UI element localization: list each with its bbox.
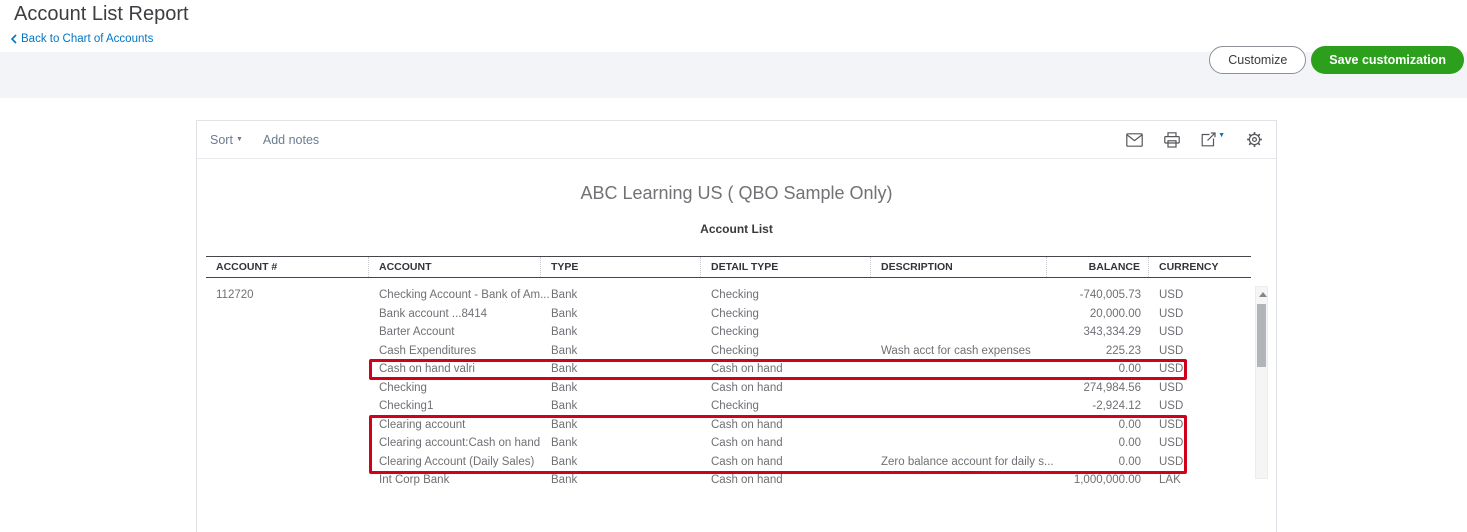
- table-row[interactable]: [206, 360, 1251, 379]
- table-cell: 274,984.56: [1083, 381, 1141, 394]
- add-notes-label: Add notes: [262, 132, 320, 147]
- table-body: [206, 286, 1251, 487]
- table-cell: USD: [1159, 381, 1184, 394]
- table-cell: Wash acct for cash expenses: [881, 344, 1031, 357]
- table-cell: Checking: [711, 307, 759, 320]
- table-cell: Bank: [551, 455, 578, 468]
- chevron-down-icon: ▼: [235, 136, 243, 143]
- toolbar-icons: [1126, 131, 1263, 148]
- save-customization-button[interactable]: [1311, 46, 1464, 74]
- table-cell: USD: [1159, 289, 1184, 302]
- table-cell: Cash on hand: [711, 381, 783, 394]
- settings-gear-icon[interactable]: [1246, 131, 1263, 148]
- export-icon[interactable]: [1201, 132, 1225, 147]
- toolbar-left-links: [210, 133, 319, 147]
- table-cell: LAK: [1159, 474, 1181, 487]
- table-cell: Bank: [551, 363, 578, 376]
- table-row[interactable]: [206, 305, 1251, 324]
- column-header: DESCRIPTION: [871, 257, 1047, 277]
- table-cell: Bank: [551, 474, 578, 487]
- table-cell: -740,005.73: [1079, 289, 1141, 302]
- column-header: BALANCE: [1047, 257, 1149, 277]
- table-cell: Cash on hand valri: [379, 363, 475, 376]
- back-link-label: Back to Chart of Accounts: [21, 33, 154, 45]
- table-cell: USD: [1159, 326, 1184, 339]
- table-row[interactable]: [206, 416, 1251, 435]
- table-row[interactable]: [206, 379, 1251, 398]
- sort-label: Sort: [210, 132, 233, 147]
- table-cell: Checking1: [379, 400, 434, 413]
- table-cell: Bank: [551, 381, 578, 394]
- table-row[interactable]: [206, 286, 1251, 305]
- column-header: TYPE: [541, 257, 701, 277]
- table-cell: Checking Account - Bank of Am...: [379, 289, 550, 302]
- email-icon[interactable]: [1126, 133, 1143, 147]
- column-header: CURRENCY: [1159, 261, 1219, 273]
- column-header: ACCOUNT: [369, 257, 541, 277]
- customize-button-label: Customize: [1228, 53, 1288, 67]
- table-cell: Bank account ...8414: [379, 307, 488, 320]
- table-cell: 0.00: [1118, 455, 1141, 468]
- table-cell: 225.23: [1105, 344, 1141, 357]
- table-cell: USD: [1159, 344, 1184, 357]
- table-row[interactable]: [206, 323, 1251, 342]
- report-subtitle: Account List: [700, 222, 773, 236]
- customize-button[interactable]: [1209, 46, 1306, 74]
- table-cell: 1,000,000.00: [1073, 474, 1141, 487]
- back-to-chart-of-accounts-link[interactable]: [10, 33, 153, 45]
- report-toolbar: [197, 121, 1276, 159]
- scroll-up-arrow-icon[interactable]: [1259, 292, 1267, 297]
- table-cell: Cash on hand: [711, 437, 783, 450]
- table-cell: -2,924.12: [1092, 400, 1141, 413]
- table-cell: Cash on hand: [711, 363, 783, 376]
- table-cell: Cash on hand: [711, 455, 783, 468]
- table-cell: 343,334.29: [1083, 326, 1141, 339]
- chevron-left-icon: [10, 34, 17, 44]
- table-row[interactable]: [206, 434, 1251, 453]
- table-cell: Checking: [711, 289, 759, 302]
- table-cell: Bank: [551, 418, 578, 431]
- scrollbar-thumb[interactable]: [1257, 304, 1266, 367]
- table-cell: 112720: [216, 289, 254, 302]
- table-cell: Clearing Account (Daily Sales): [379, 455, 535, 468]
- table-cell: Checking: [711, 400, 759, 413]
- table-cell: USD: [1159, 455, 1184, 468]
- table-cell: USD: [1159, 418, 1184, 431]
- table-cell: 20,000.00: [1089, 307, 1141, 320]
- column-header: ACCOUNT #: [206, 257, 369, 277]
- table-cell: Checking: [711, 344, 759, 357]
- table-cell: USD: [1159, 400, 1184, 413]
- table-cell: USD: [1159, 363, 1184, 376]
- page-title: Account List Report: [14, 3, 189, 25]
- table-row[interactable]: [206, 342, 1251, 361]
- table-cell: Checking: [711, 326, 759, 339]
- table-cell: Bank: [551, 289, 578, 302]
- report-panel: [196, 120, 1277, 532]
- table-cell: Cash Expenditures: [379, 344, 477, 357]
- table-cell: 0.00: [1118, 363, 1141, 376]
- table-cell: Barter Account: [379, 326, 455, 339]
- export-dropdown-caret-icon[interactable]: ▼: [1218, 132, 1225, 139]
- vertical-scrollbar[interactable]: [1255, 286, 1268, 479]
- table-cell: USD: [1159, 307, 1184, 320]
- table-row[interactable]: [206, 453, 1251, 472]
- table-cell: Cash on hand: [711, 474, 783, 487]
- table-cell: Int Corp Bank: [379, 474, 450, 487]
- table-cell: Clearing account: [379, 418, 466, 431]
- column-header: DETAIL TYPE: [701, 257, 871, 277]
- print-icon[interactable]: [1164, 132, 1180, 148]
- sort-dropdown[interactable]: [210, 133, 243, 147]
- table-row[interactable]: [206, 397, 1251, 416]
- table-cell: Zero balance account for daily s...: [881, 455, 1054, 468]
- header-actions: [1209, 46, 1464, 74]
- table-cell: Bank: [551, 437, 578, 450]
- report-company-title: ABC Learning US ( QBO Sample Only): [580, 183, 893, 203]
- add-notes-link[interactable]: [263, 133, 319, 147]
- save-customization-label: Save customization: [1329, 53, 1446, 67]
- table-header: [206, 256, 1251, 278]
- table-cell: Bank: [551, 400, 578, 413]
- table-cell: Bank: [551, 344, 578, 357]
- table-cell: 0.00: [1118, 437, 1141, 450]
- table-cell: Cash on hand: [711, 418, 783, 431]
- table-cell: Bank: [551, 326, 578, 339]
- table-cell: USD: [1159, 437, 1184, 450]
- table-cell: 0.00: [1118, 418, 1141, 431]
- table-cell: Checking: [379, 381, 427, 394]
- table-cell: Bank: [551, 307, 578, 320]
- table-cell: Clearing account:Cash on hand: [379, 437, 541, 450]
- table-row[interactable]: [206, 471, 1251, 490]
